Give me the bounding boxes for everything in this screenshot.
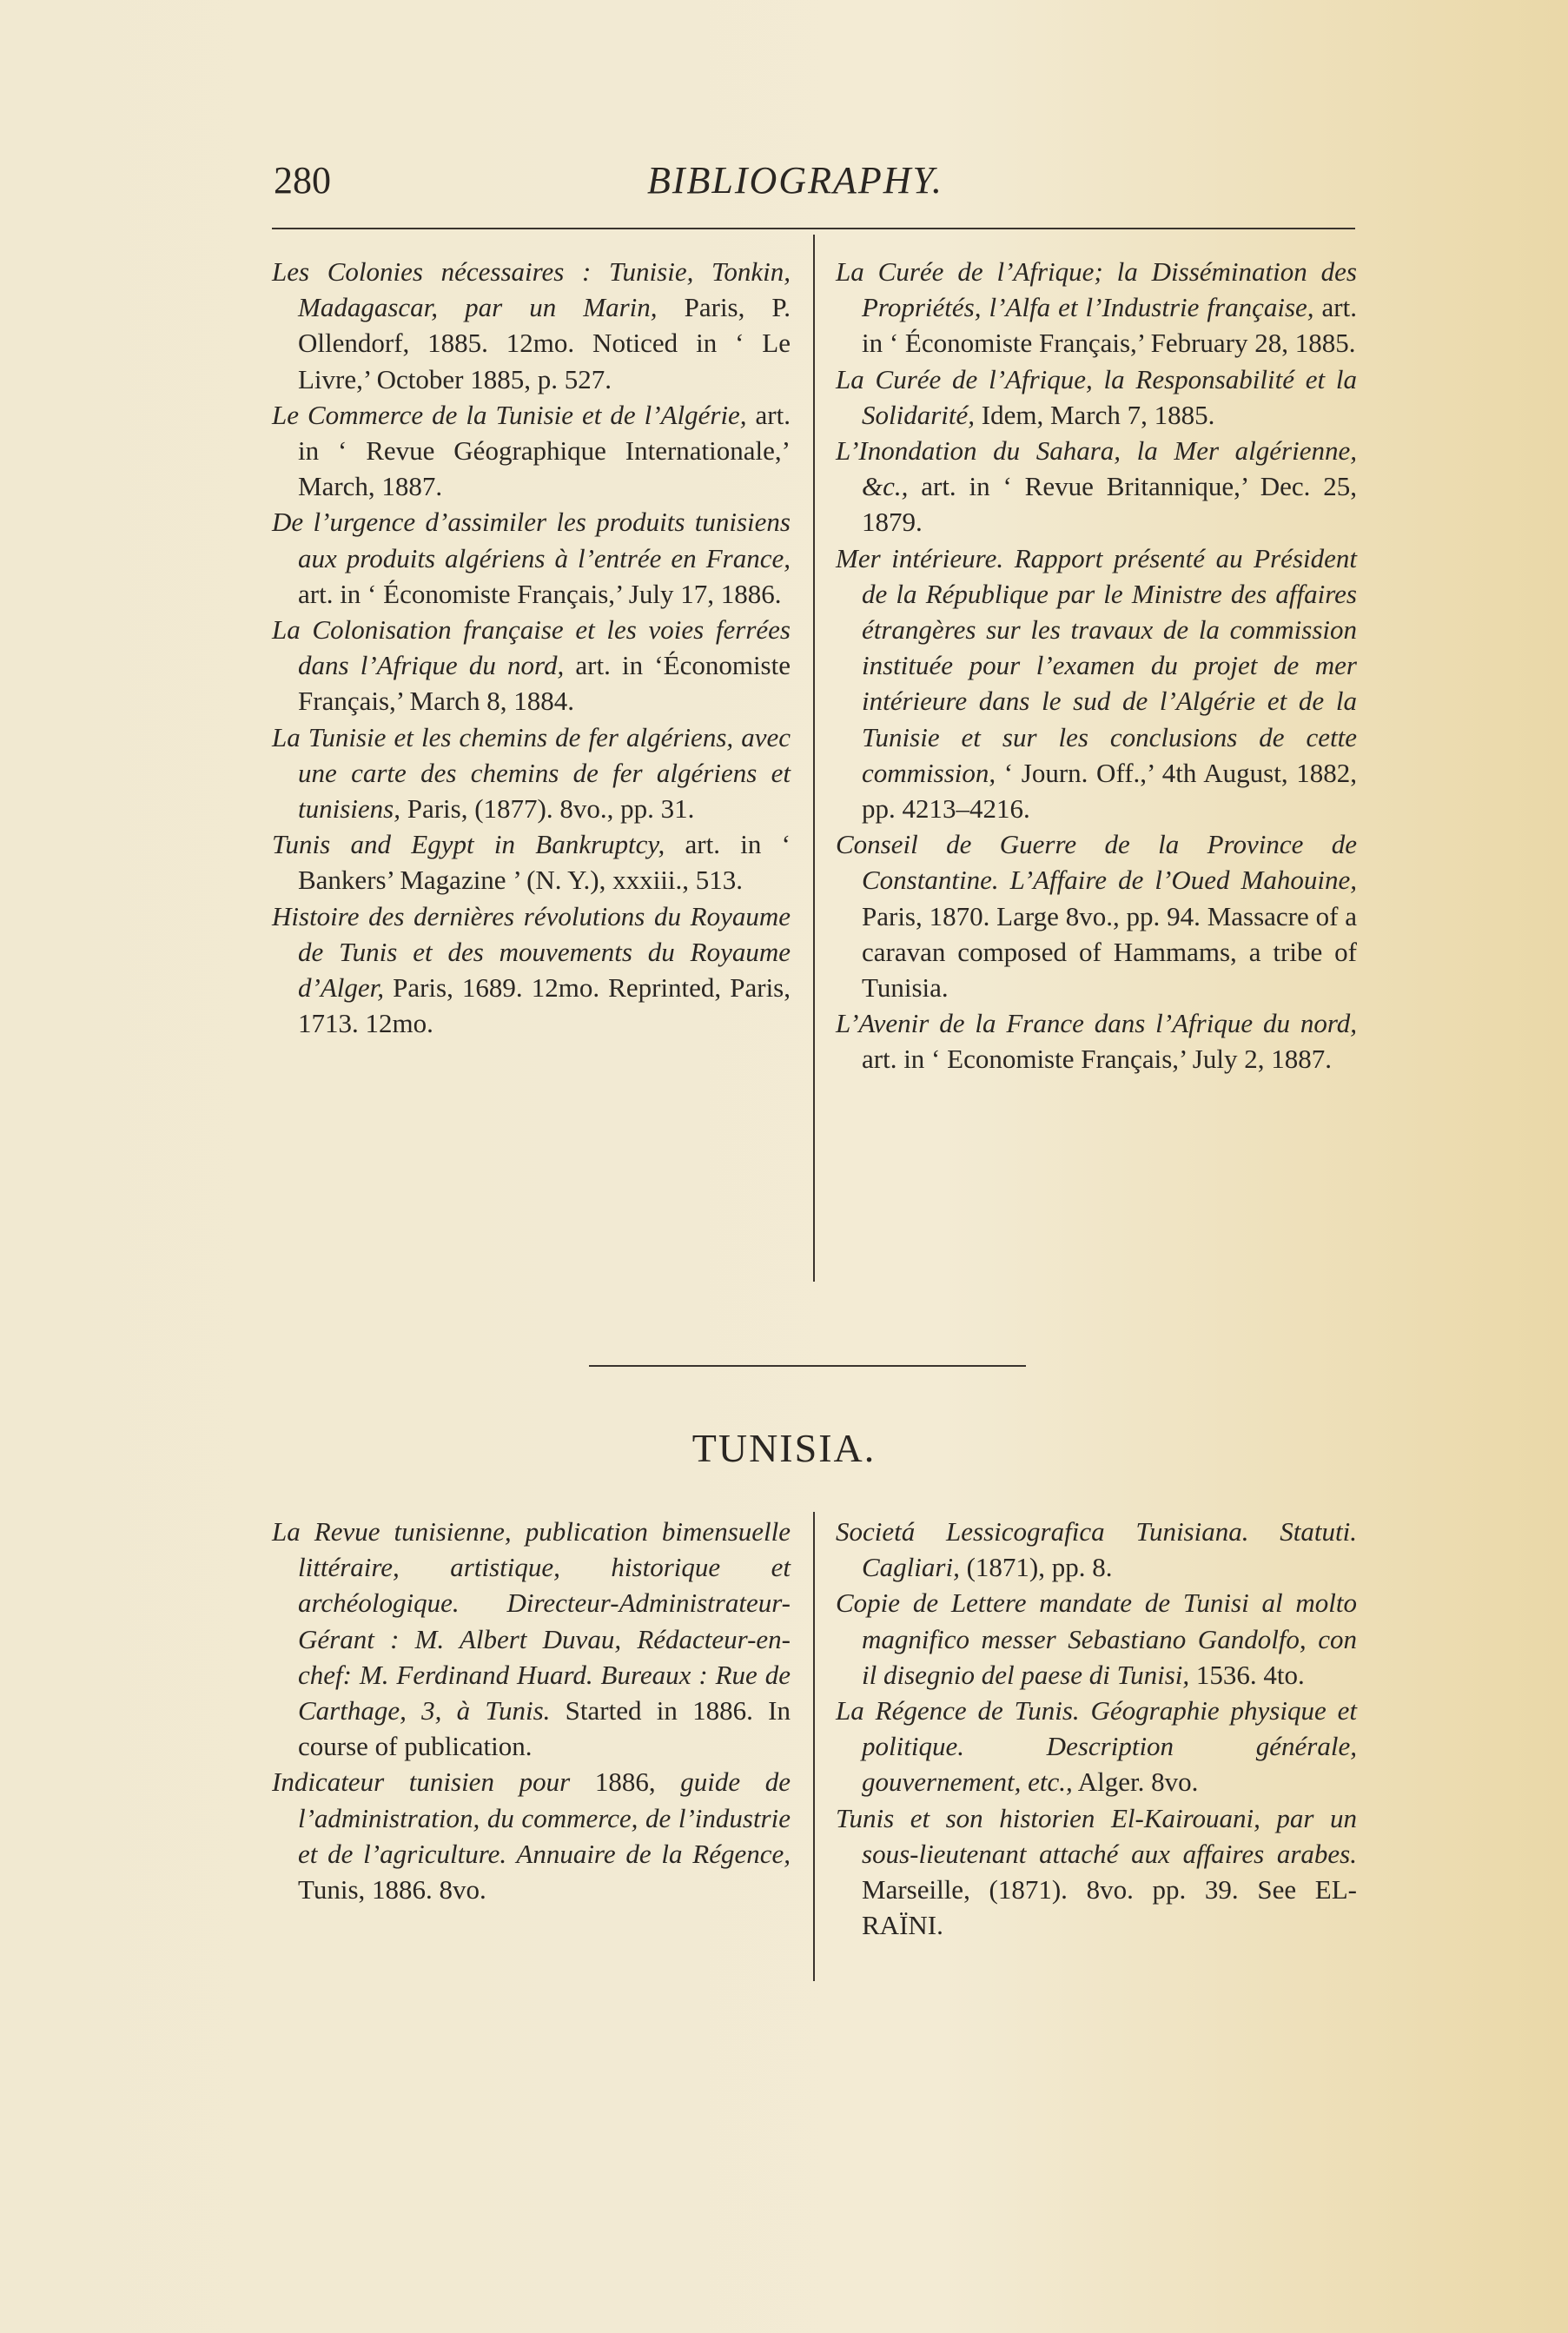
column-divider bbox=[813, 235, 815, 1282]
section-title: TUNISIA. bbox=[691, 1426, 877, 1470]
bib-entry: La Tunisie et les chemins de fer algériens, avec une carte des chemins de fer algériens et tunisiens, Paris, (1877). 8vo., pp. 31. bbox=[272, 721, 791, 825]
bib-entry: L’Avenir de la France dans l’Afrique du nord, art. in ‘ Economiste Français,’ July 2, 1887. bbox=[836, 1008, 1357, 1075]
bib-entry: La Revue tunisienne, publication bimensuelle littéraire, artistique, historique et archéologique. Directeur-Administrateur-Gérant : M. Albert Duvau, Rédacteur-en-chef: M. Ferdinand Huard. Bureaux : Rue de Carthage, 3, à Tunis. Started in 1886. In course of publication. bbox=[272, 1516, 791, 1762]
bib-entry: Tunis and Egypt in Bankruptcy, art. in ‘ Bankers’ Magazine ’ (N. Y.), xxxiii., 513. bbox=[272, 829, 791, 896]
bib-entry: La Curée de l’Afrique; la Dissémination des Propriétés, l’Alfa et l’Industrie française, art. in ‘ Économiste Français,’ February 28, 1885. bbox=[836, 256, 1357, 359]
bib-entry: La Colonisation française et les voies ferrées dans l’Afrique du nord, art. in ‘Économiste Français,’ March 8, 1884. bbox=[272, 614, 791, 717]
bib-entry: Mer intérieure. Rapport présenté au Président de la République par le Ministre des affaires étrangères sur les travaux de la commission instituée pour l’examen du projet de mer intérieure dans le sud de l’Algérie et de la Tunisie et sur les conclusions de cette commission, ‘ Journ. Off.,’ 4th August, 1882, pp. 4213–4216. bbox=[836, 542, 1357, 825]
bottom-right-column bbox=[836, 1514, 1357, 1943]
bib-entry: Copie de Lettere mandate de Tunisi al molto magnifico messer Sebastiano Gandolfo, con il disegnio del paese di Tunisi, 1536. 4to. bbox=[836, 1587, 1357, 1690]
bib-entry: Le Commerce de la Tunisie et de l’Algérie, art. in ‘ Revue Géographique Internationale,’ March, 1887. bbox=[272, 399, 791, 502]
top-right-column bbox=[836, 254, 1357, 1077]
bib-entry: L’Inondation du Sahara, la Mer algérienne, &c., art. in ‘ Revue Britannique,’ Dec. 25, 1879. bbox=[836, 435, 1357, 538]
bib-entry: La Régence de Tunis. Géographie physique et politique. Description générale, gouvernement, etc., Alger. 8vo. bbox=[836, 1695, 1357, 1798]
bottom-left-column bbox=[272, 1514, 791, 1907]
page-header bbox=[274, 158, 1355, 210]
bib-entry: Les Colonies nécessaires : Tunisie, Tonkin, Madagascar, par un Marin, Paris, P. Ollendorf, 1885. 12mo. Noticed in ‘ Le Livre,’ October 1885, p. 527. bbox=[272, 256, 791, 394]
bib-entry: Indicateur tunisien pour 1886, guide de l’administration, du commerce, de l’industrie et de l’agriculture. Annuaire de la Régence, Tunis, 1886. 8vo. bbox=[272, 1766, 791, 1906]
bib-entry: Histoire des dernières révolutions du Royaume de Tunis et des mouvements du Royaume d’Alger, Paris, 1689. 12mo. Reprinted, Paris, 1713. 12mo. bbox=[272, 900, 791, 1039]
bib-entry: Societá Lessicografica Tunisiana. Statuti. Cagliari, (1871), pp. 8. bbox=[836, 1516, 1357, 1583]
bib-entry: Tunis et son historien El-Kairouani, par un sous-lieutenant attaché aux affaires arabes. Marseille, (1871). 8vo. pp. 39. See EL-RAÏNI. bbox=[836, 1802, 1357, 1941]
header-rule bbox=[272, 228, 1355, 229]
bib-entry: Conseil de Guerre de la Province de Constantine. L’Affaire de l’Oued Mahouine, Paris, 1870. Large 8vo., pp. 94. Massacre of a caravan composed of Hammams, a tribe of Tunisia. bbox=[836, 829, 1357, 1004]
page-number: 280 bbox=[274, 159, 331, 202]
bib-entry: De l’urgence d’assimiler les produits tunisiens aux produits algériens à l’entrée en France, art. in ‘ Économiste Français,’ July 17, 1886. bbox=[272, 507, 791, 609]
section-rule bbox=[589, 1365, 1026, 1367]
top-left-column bbox=[272, 254, 791, 1041]
bib-entry: La Curée de l’Afrique, la Responsabilité et la Solidarité, Idem, March 7, 1885. bbox=[836, 363, 1357, 430]
running-title: BIBLIOGRAPHY. bbox=[647, 159, 943, 202]
column-divider bbox=[813, 1512, 815, 1981]
